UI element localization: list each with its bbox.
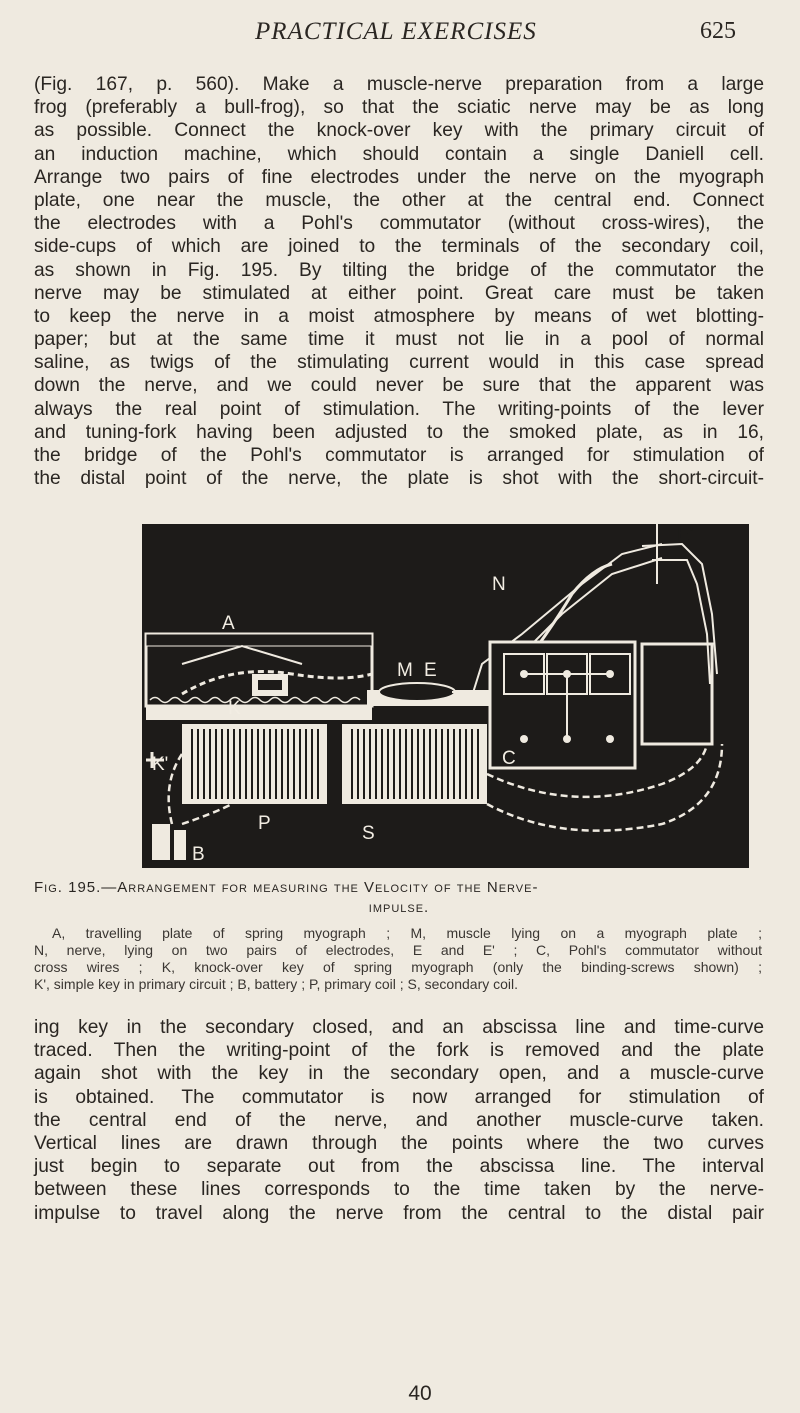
page-number: 625 xyxy=(700,18,736,44)
text-line: plate, one near the muscle, the other at the central end. Connect xyxy=(34,189,764,211)
figure-caption-title xyxy=(34,878,764,918)
text-line: nerve may be stimulated at either point. Great care must be taken xyxy=(34,282,764,304)
text-line: the bridge of the Pohl's commutator is arranged for stimulation of xyxy=(34,445,764,466)
label-B: B xyxy=(192,844,205,865)
text-line: the central end of the nerve, and another muscle-curve taken. xyxy=(34,1109,764,1131)
caption-title-line: Fig. 195.—Arrangement for measuring the Velocity of the Nerve- xyxy=(34,879,539,896)
text-line: between these lines corresponds to the time taken by the nerve- xyxy=(34,1179,764,1201)
label-K: K xyxy=(228,698,241,719)
text-line: and tuning-fork having been adjusted to the smoked plate, as in 16, xyxy=(34,421,764,443)
text-line: always the real point of stimulation. The writing-points of the lever xyxy=(34,398,764,420)
text-line: to keep the nerve in a moist atmosphere by means of wet blotting- xyxy=(34,305,764,327)
label-P: P xyxy=(258,813,271,834)
label-E-prime: E' xyxy=(677,524,694,545)
text-line: as shown in Fig. 195. By tilting the bridge of the commutator the xyxy=(34,259,764,281)
running-title: PRACTICAL EXERCISES xyxy=(255,18,537,45)
text-line: frog (preferably a bull-frog), so that the sciatic nerve may be as long xyxy=(34,97,764,119)
text-line: (Fig. 167, p. 560). Make a muscle-nerve preparation from a large xyxy=(34,74,764,95)
label-M: M xyxy=(397,660,413,681)
text-line: impulse to travel along the nerve from the central to the distal pair xyxy=(34,1202,764,1224)
signature-mark: 40 xyxy=(408,1382,432,1405)
caption-title-line: impulse. xyxy=(368,899,430,916)
text-line: the electrodes with a Pohl's commutator (without cross-wires), the xyxy=(34,213,764,235)
text-line: side-cups of which are joined to the terminals of the secondary coil, xyxy=(34,236,764,258)
text-line: ing key in the secondary closed, and an abscissa line and time-curve xyxy=(34,1017,764,1038)
primary-coil xyxy=(182,724,327,804)
figure-195 xyxy=(142,524,749,868)
paragraph-1 xyxy=(34,73,764,490)
text-line: traced. Then the writing-point of the fork is removed and the plate xyxy=(34,1040,764,1062)
legend-line: A, travelling plate of spring myograph ; M, muscle lying on a myograph plate ; xyxy=(52,925,762,941)
label-K-prime: K' xyxy=(152,754,169,775)
text-line: paper; but at the same time it must not lie in a pool of normal xyxy=(34,329,764,351)
legend-line: N, nerve, lying on two pairs of electrodes, E and E' ; C, Pohl's commutator without xyxy=(34,942,762,958)
label-A: A xyxy=(222,613,235,634)
apparatus-diagram xyxy=(142,524,749,868)
text-line: the distal point of the nerve, the plate is shot with the short-circuit- xyxy=(34,468,764,490)
text-line: Arrange two pairs of fine electrodes under the nerve on the myograph xyxy=(34,166,764,188)
text-line: is obtained. The commutator is now arranged for stimulation of xyxy=(34,1086,764,1108)
legend-line: K', simple key in primary circuit ; B, battery ; P, primary coil ; S, secondary coil. xyxy=(34,976,519,992)
text-line: Vertical lines are drawn through the points where the two curves xyxy=(34,1132,764,1154)
text-line: just begin to separate out from the abscissa line. The interval xyxy=(34,1156,764,1178)
text-line: saline, as twigs of the stimulating current would in this case spread xyxy=(34,352,764,374)
secondary-coil xyxy=(342,724,487,804)
paragraph-2 xyxy=(34,1016,764,1225)
text-line: again shot with the key in the secondary open, and a muscle-curve xyxy=(34,1063,764,1085)
legend-line: cross wires ; K, knock-over key of spring myograph (only the binding-screws shown) ; xyxy=(34,959,762,975)
text-line: as possible. Connect the knock-over key with the primary circuit of xyxy=(34,120,764,142)
label-C: C xyxy=(502,748,516,769)
label-E: E xyxy=(424,660,437,681)
running-head xyxy=(0,14,800,54)
label-S: S xyxy=(362,823,375,844)
label-N: N xyxy=(492,574,506,595)
text-line: an induction machine, which should contain a single Daniell cell. xyxy=(34,143,764,165)
text-line: down the nerve, and we could never be sure that the apparent was xyxy=(34,375,764,397)
figure-legend xyxy=(34,925,762,993)
